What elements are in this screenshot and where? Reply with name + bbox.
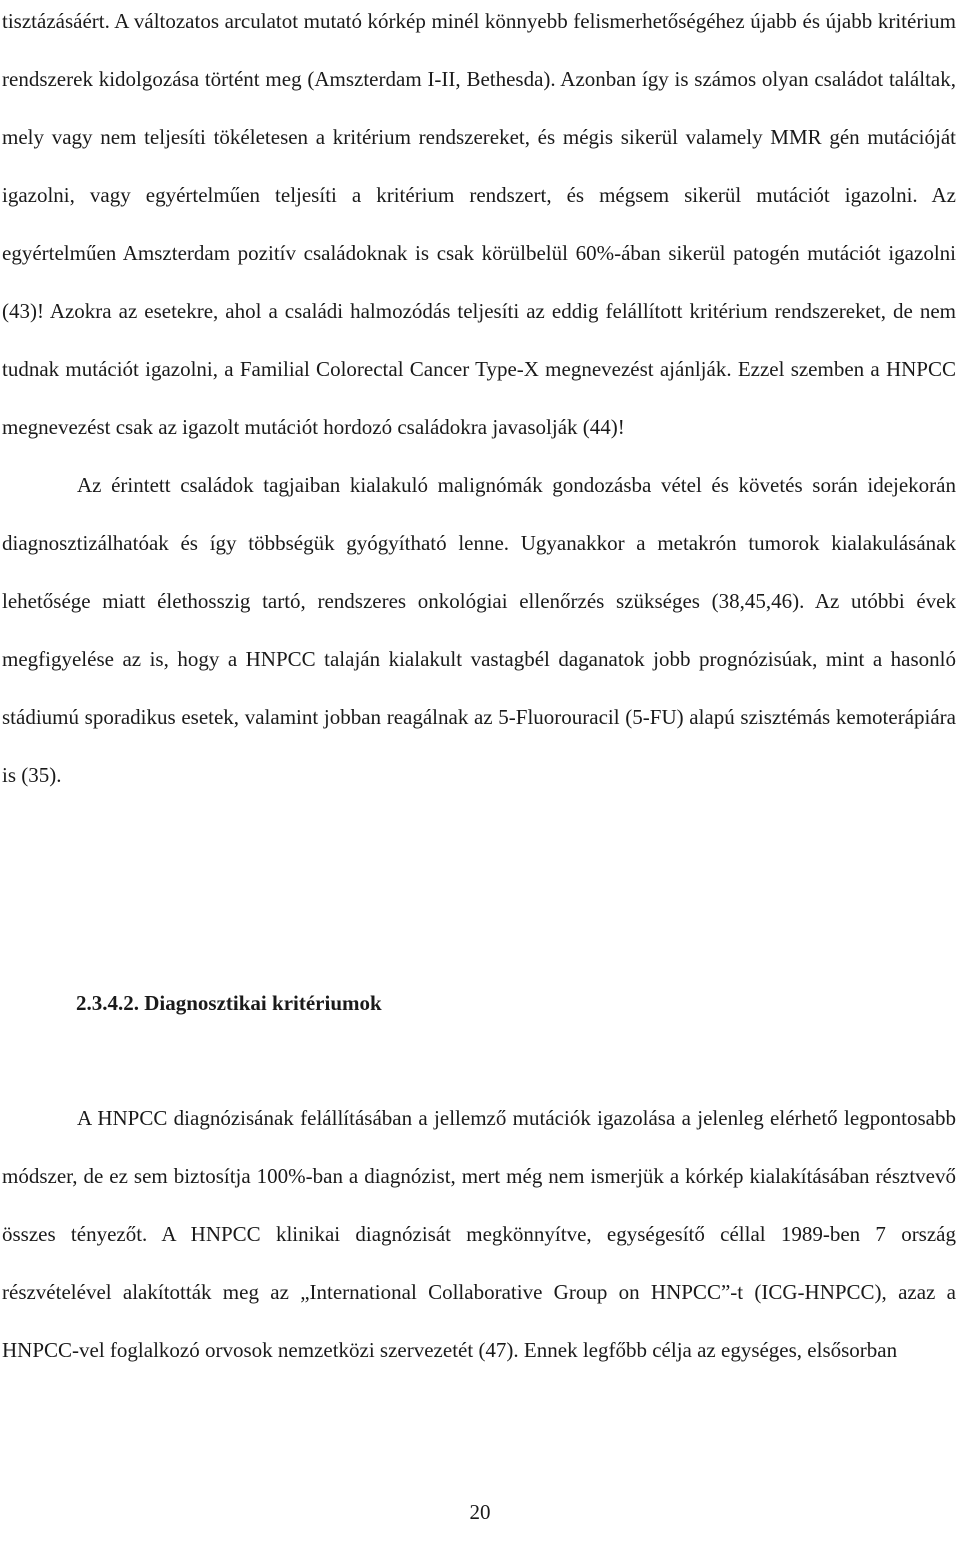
paragraph-malignomas: Az érintett családok tagjaiban kialakuló malignómák gondozásba vétel és követés során idejekorán diagnosztizálhatóak és így többségük gyógyítható lenne. Ugyanakkor a metakrón tumorok kialakulásának lehetősége miatt élethosszig tartó, rendszeres onkológiai ellenőrzés szükséges (38,45,46). Az utóbbi évek megfigyelése az is, hogy a HNPCC talaján kialakult vastagbél daganatok jobb prognózisúak, mint a hasonló stádiumú sporadikus esetek, valamint jobban reagálnak az 5-Fluorouracil (5-FU) alapú szisztémás kemoterápiára is (35). bbox=[2, 473, 956, 787]
page-number: 20 bbox=[469, 1500, 491, 1524]
paragraph-continuation: tisztázásáért. A változatos arculatot mutató kórkép minél könnyebb felismerhetőségéhez újabb és újabb kritérium rendszerek kidolgozása történt meg (Amszterdam I-II, Bethesda). Azonban így is számos olyan családot találtak, mely vagy nem teljesíti tökéletesen a kritérium rendszereket, és mégis sikerül valamely MMR gén mutációját igazolni, vagy egyértelműen teljesíti a kritérium rendszert, és mégsem sikerül mutációt igazolni. Az egyértelműen Amszterdam pozitív családoknak is csak körülbelül 60%-ában sikerül patogén mutációt igazolni (43)! Azokra az esetekre, ahol a családi halmozódás teljesíti az eddig felállított kritérium rendszereket, de nem tudnak mutációt igazolni, a Familial Colorectal Cancer Type-X megnevezést ajánlják. Ezzel szemben a HNPCC megnevezést csak az igazolt mutációt hordozó családokra javasolják (44)! bbox=[2, 9, 956, 439]
text-block-top bbox=[2, 0, 956, 804]
section-heading: 2.3.4.2. Diagnosztikai kritériumok bbox=[76, 991, 382, 1015]
text-block-bottom bbox=[2, 1089, 956, 1379]
paragraph-diagnosis: A HNPCC diagnózisának felállításában a jellemző mutációk igazolása a jelenleg elérhető legpontosabb módszer, de ez sem biztosítja 100%-ban a diagnózist, mert még nem ismerjük a kórkép kialakításában résztvevő összes tényezőt. A HNPCC klinikai diagnózisát megkönnyítve, egységesítő céllal 1989-ben 7 ország részvételével alakították meg az „International Collaborative Group on HNPCC”-t (ICG-HNPCC), azaz a HNPCC-vel foglalkozó orvosok nemzetközi szervezetét (47). Ennek legfőbb célja az egységes, elsősorban bbox=[2, 1106, 956, 1362]
